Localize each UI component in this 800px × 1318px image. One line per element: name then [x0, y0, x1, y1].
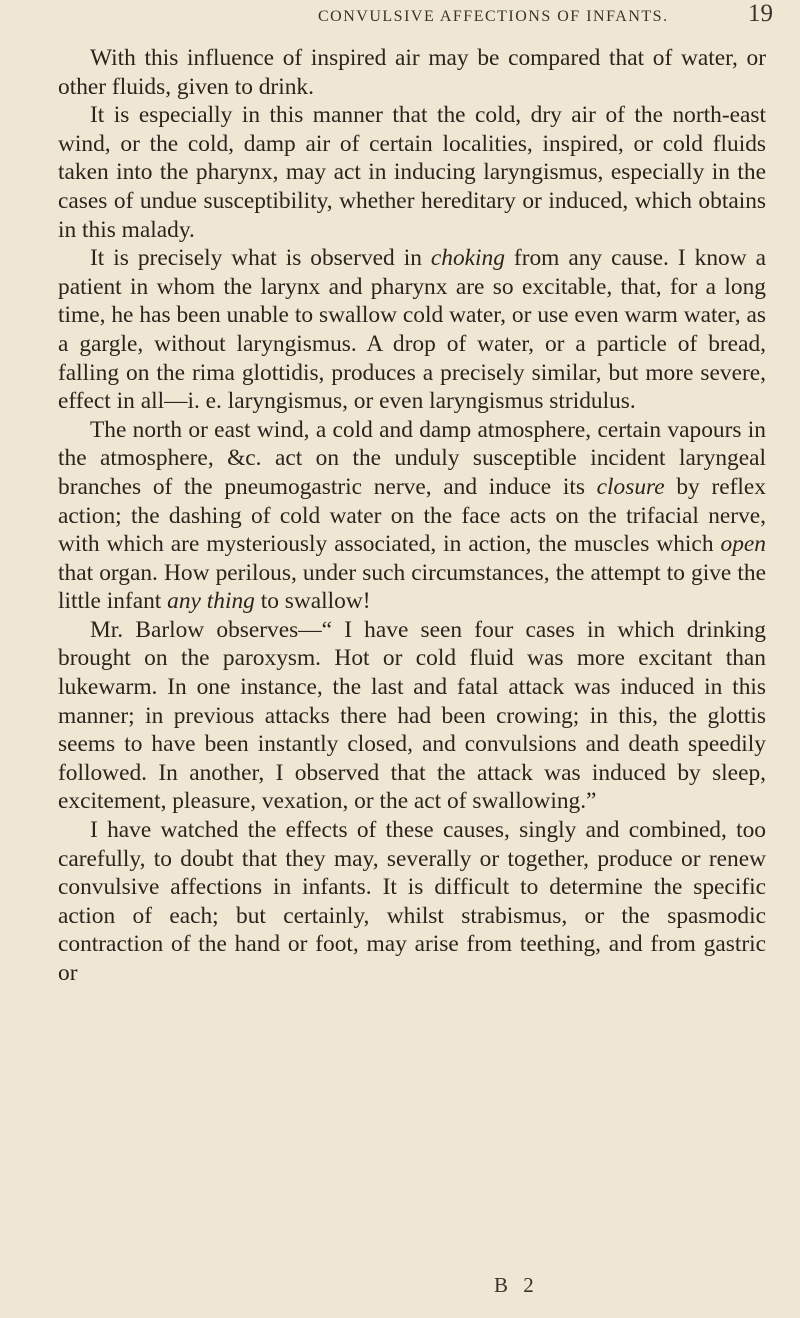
- paragraph-4-part-d: to swallow!: [254, 588, 371, 615]
- italic-closure: closure: [596, 473, 665, 500]
- paragraph-3-part-b: from any cause. I know a patient in whom the larynx and pharynx are so excitable, that, for a long time, he has been unable to swallow cold water, or use even warm water, as a gargle, without laryngismus. A drop of water, or a particle of bread, falling on the rima glottidis, produces a precisely similar, but more severe, effect in all—i. e. laryngismus, or even laryngismus stridulus.: [58, 245, 766, 415]
- paragraph-1: With this influence of inspired air may be compared that of water, or other fluids, given to drink.: [58, 45, 766, 100]
- italic-open: open: [720, 531, 766, 558]
- paragraph-6: I have watched the effects of these causes, singly and combined, too carefully, to doubt that they may, severally or together, produce or renew convulsive affections in infants. It is difficult to determine the specific action of each; but certainly, whilst strabismus, or the spasmodic contraction of the hand or foot, may arise from teething, and from gastric or: [58, 817, 766, 986]
- paragraph-4-part-c: that organ. How perilous, under such circumstances, the attempt to give the little infant: [58, 559, 766, 615]
- paragraph-4: [58, 416, 766, 616]
- italic-choking: choking: [430, 245, 505, 272]
- paragraph-3-part-a: It is precisely what is observed in: [90, 245, 431, 272]
- body-text: [58, 44, 766, 988]
- paragraph-2: It is especially in this manner that the cold, dry air of the north-east wind, or the cold, damp air of certain localities, inspired, or cold fluids taken into the pharynx, may act in inducing laryngismus, especially in the cases of undue susceptibility, whether hereditary or induced, which obtains in this malady.: [58, 102, 766, 243]
- italic-any-thing: any thing: [167, 588, 255, 615]
- signature-mark: B 2: [494, 1273, 539, 1297]
- running-head: CONVULSIVE AFFECTIONS OF INFANTS.: [318, 8, 669, 25]
- paragraph-5: Mr. Barlow observes—“ I have seen four cases in which drinking brought on the paroxysm. Hot or cold fluid was more excitant than lukewarm. In one instance, the last and fatal attack was induced in this manner; in previous attacks there had been crowing; in this, the glottis seems to have been instantly closed, and convulsions and death speedily followed. In another, I observed that the attack was induced by sleep, excitement, pleasure, vexation, or the act of swallowing.”: [58, 616, 766, 815]
- page-number: 19: [748, 0, 773, 27]
- paragraph-4-part-b: by reflex action; the dashing of cold water on the face acts on the trifacial nerve, with which are mysteriously associated, in action, the muscles which: [58, 473, 767, 558]
- paragraph-3: [58, 244, 766, 416]
- paragraph-4-part-a: The north or east wind, a cold and damp atmosphere, certain vapours in the atmosphere, &c. act on the unduly susceptible incident laryngeal branches of the pneumogastric nerve, and induce its: [58, 416, 766, 500]
